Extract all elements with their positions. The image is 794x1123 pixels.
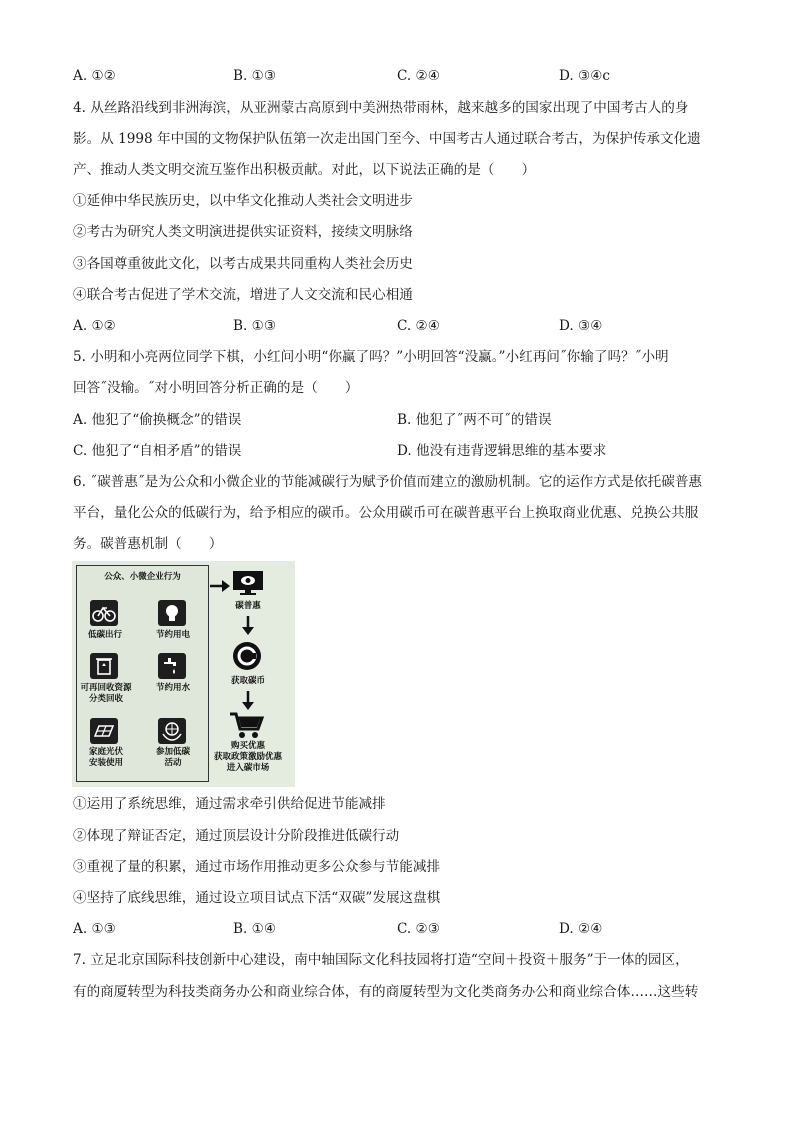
- q6-stem-line: 6. ˝碳普惠˝是为公众和小微企业的节能减碳行为赋予价值而建立的激励机制。它的运作方式是依托碳普惠: [73, 474, 703, 490]
- solar-panel-icon: [90, 718, 118, 744]
- label-line: 活动: [164, 758, 182, 768]
- q5-option-c: C. 他犯了“自相矛盾”的错误: [73, 443, 242, 459]
- monitor-leaf-icon: [230, 569, 266, 597]
- q4-item-1: ①延伸中华民族历史，以中华文化推动人类社会文明进步: [73, 193, 413, 209]
- q7-stem-line: 7. 立足北京国际科技创新中心建设，南中轴国际文化科技园将打造“空间＋投资＋服务”于一体的园区，: [73, 952, 689, 968]
- q3-option-d: D. ③④c: [559, 68, 611, 84]
- behavior-label: 节约用电: [155, 630, 190, 640]
- q6-option-d: D. ②④: [559, 921, 603, 937]
- flow-label: [204, 741, 292, 774]
- q4-option-c: C. ②④: [397, 318, 440, 334]
- label-line: 参加低碳: [155, 747, 190, 757]
- arrow-down-icon: [241, 616, 255, 636]
- q6-item-3: ③重视了量的积累，通过市场作用推动更多公众参与节能减排: [73, 859, 441, 875]
- q5-stem-line: 5. 小明和小亮两位同学下棋，小红问小明“你赢了吗？”小明回答“没赢。”小红再问˝你输了吗？˝小明: [73, 349, 669, 365]
- label-line: 购买优惠: [230, 741, 265, 751]
- q6-item-1: ①运用了系统思维，通过需求牵引供给促进节能减排: [73, 796, 386, 812]
- q4-item-2: ②考古为研究人类文明演进提供实证资料，接续文明脉络: [73, 224, 413, 240]
- behavior-label-line: [77, 683, 135, 705]
- bicycle-icon: [90, 600, 118, 626]
- q6-option-c: C. ②③: [397, 921, 440, 937]
- q3-option-c: C. ②④: [397, 68, 440, 84]
- behavior-label: 低碳出行: [87, 630, 122, 640]
- label-line: 进入碳市场: [226, 763, 270, 773]
- flow-label: 获取碳币: [230, 676, 265, 686]
- q4-stem-line: 产、推动人类文明交流互鉴作出积极贡献。对此，以下说法正确的是（ ）: [73, 162, 536, 178]
- q6-item-4: ④坚持了底线思维，通过设立项目试点下活“双碳”发展这盘棋: [73, 890, 441, 906]
- q4-item-4: ④联合考古促进了学术交流，增进了人文交流和民心相通: [73, 287, 413, 303]
- q6-item-2: ②体现了辩证否定，通过顶层设计分阶段推进低碳行动: [73, 828, 400, 844]
- q6-stem-line: 平台，量化公众的低碳行为，给予相应的碳币。公众用碳币可在碳普惠平台上换取商业优惠、兑换公共服: [73, 505, 699, 521]
- behavior-label: [77, 683, 135, 705]
- q4-option-a: A. ①②: [73, 318, 116, 334]
- q6-stem-line: 务。碳普惠机制（ ）: [73, 536, 223, 552]
- flow-label-line: [204, 741, 292, 774]
- flow-label: 碳普惠: [235, 601, 261, 611]
- q4-stem-line: 4. 从丝路沿线到非洲海滨，从亚洲蒙古高原到中美洲热带雨林，越来越多的国家出现了中国考古人的身: [73, 100, 689, 116]
- q5-option-a: A. 他犯了“偷换概念”的错误: [73, 412, 242, 428]
- label-line: 可再回收资源: [80, 683, 132, 693]
- q7-stem-line: 有的商厦转型为科技类商务办公和商业综合体，有的商厦转型为文化类商务办公和商业综合体……这些转: [73, 984, 699, 1000]
- q6-option-b: B. ①④: [233, 921, 277, 937]
- recycle-bin-icon: [90, 653, 118, 679]
- shopping-cart-icon: [228, 711, 264, 739]
- q4-stem-line: 影。从 1998 年中国的文物保护队伍第一次走出国门至今、中国考古人通过联合考古，为保护传承文化遗: [73, 131, 701, 147]
- arrow-down-icon: [241, 691, 255, 711]
- q4-option-b: B. ①③: [233, 318, 277, 334]
- behavior-panel: [76, 565, 209, 782]
- lightbulb-icon: [158, 600, 186, 626]
- coin-icon: [232, 641, 262, 671]
- q5-option-b: B. 他犯了˝两不可˝的错误: [397, 412, 552, 428]
- label-line: 分类回收: [88, 694, 123, 704]
- carbon-inclusion-figure: [72, 561, 295, 787]
- behavior-label: 节约用水: [155, 683, 190, 693]
- q5-stem-line: 回答˝没输。˝对小明回答分析正确的是（ ）: [73, 380, 359, 396]
- q3-option-b: B. ①③: [233, 68, 277, 84]
- label-line: 获取政策激励优惠: [213, 752, 282, 762]
- arrow-right-icon: [209, 579, 231, 593]
- q5-option-d: D. 他没有违背逻辑思维的基本要求: [397, 443, 607, 459]
- q4-option-d: D. ③④: [559, 318, 603, 334]
- behavior-label-line: [77, 747, 135, 769]
- behavior-label: [77, 747, 135, 769]
- globe-hands-icon: [158, 718, 186, 744]
- label-line: 家庭光伏: [88, 747, 123, 757]
- behavior-panel-header: 公众、小微企业行为: [104, 572, 181, 582]
- q6-option-a: A. ①③: [73, 921, 116, 937]
- behavior-label: [143, 747, 203, 769]
- behavior-label-line: [143, 747, 203, 769]
- q3-option-a: A. ①②: [73, 68, 116, 84]
- water-tap-icon: [158, 653, 186, 679]
- label-line: 安装使用: [88, 758, 123, 768]
- q4-item-3: ③各国尊重彼此文化，以考古成果共同重构人类社会历史: [73, 256, 413, 272]
